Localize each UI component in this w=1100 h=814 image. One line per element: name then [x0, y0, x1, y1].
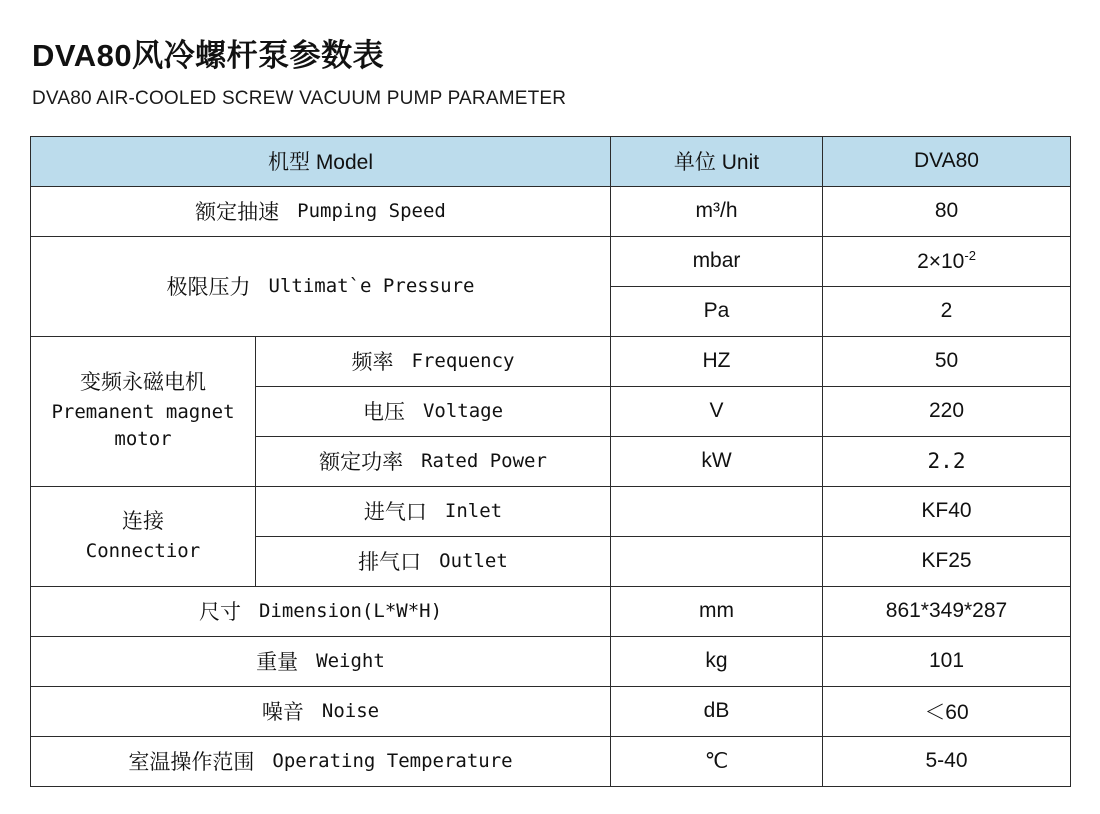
unit-operating-temperature: ℃: [611, 736, 823, 786]
row-label-inlet: [256, 486, 611, 536]
table-row: [31, 336, 1071, 386]
row-label-weight: [31, 636, 611, 686]
table-row: [31, 236, 1071, 286]
table-header-row: [31, 136, 1071, 186]
page-title-cn: DVA80风冷螺杆泵参数表: [32, 38, 385, 73]
header-unit: 单位 Unit: [611, 136, 823, 186]
value-rated-power: 2.2: [823, 436, 1071, 486]
row-label-cn: 噪音: [261, 701, 304, 725]
row-label-en: Pumping Speed: [297, 200, 446, 223]
unit-frequency: HZ: [611, 336, 823, 386]
table-row: [31, 686, 1071, 736]
unit-ultimate-pressure-mbar: mbar: [611, 236, 823, 286]
table-row: [31, 186, 1071, 236]
row-label-operating-temperature: [31, 736, 611, 786]
value-base: 2×10: [917, 250, 965, 274]
row-label-cn: 重量: [256, 651, 299, 675]
group-label-en-line1: Premanent magnet: [51, 400, 235, 423]
row-label-cn: 进气口: [363, 501, 427, 525]
value-pumping-speed: 80: [823, 186, 1071, 236]
row-label-cn: 频率: [351, 351, 394, 375]
group-label-cn: 连接: [122, 510, 164, 534]
table-row: [31, 736, 1071, 786]
unit-inlet: [611, 486, 823, 536]
group-label-en: Connectior: [85, 539, 201, 562]
unit-dimension: mm: [611, 586, 823, 636]
value-ultimate-pressure-pa: 2: [823, 286, 1071, 336]
row-label-cn: 电压: [362, 401, 405, 425]
value-noise: ＜60: [823, 686, 1071, 736]
group-label-cn: 变频永磁电机: [80, 371, 206, 395]
row-label-en: Weight: [316, 650, 385, 673]
unit-voltage: V: [611, 386, 823, 436]
row-label-pumping-speed: [31, 186, 611, 236]
header-value: DVA80: [823, 136, 1071, 186]
page-title-en: DVA80 AIR-COOLED SCREW VACUUM PUMP PARAMETER: [32, 87, 567, 109]
value-outlet: KF25: [823, 536, 1071, 586]
unit-ultimate-pressure-pa: Pa: [611, 286, 823, 336]
value-dimension: 861*349*287: [823, 586, 1071, 636]
value-weight: 101: [823, 636, 1071, 686]
row-label-cn: 额定功率: [319, 451, 404, 475]
group-label-connection: [31, 486, 256, 586]
row-label-en: Operating Temperature: [272, 750, 513, 773]
value-ultimate-pressure-mbar: [823, 236, 1071, 286]
unit-pumping-speed: m³/h: [611, 186, 823, 236]
table-row: [31, 486, 1071, 536]
row-label-outlet: [256, 536, 611, 586]
value-voltage: 220: [823, 386, 1071, 436]
row-label-en: Ultimat`e Pressure: [268, 275, 475, 298]
header-model: 机型 Model: [31, 136, 611, 186]
row-label-voltage: [256, 386, 611, 436]
row-label-en: Inlet: [444, 500, 503, 523]
row-label-en: Rated Power: [421, 450, 547, 473]
value-frequency: 50: [823, 336, 1071, 386]
row-label-cn: 额定抽速: [195, 201, 280, 225]
row-label-en: Dimension(L*W*H): [258, 600, 443, 623]
pump-parameter-table: [30, 136, 1071, 787]
table-row: [31, 586, 1071, 636]
row-label-cn: 室温操作范围: [128, 751, 255, 775]
row-label-en: Noise: [321, 700, 380, 723]
row-label-rated-power: [256, 436, 611, 486]
unit-outlet: [611, 536, 823, 586]
row-label-dimension: [31, 586, 611, 636]
row-label-frequency: [256, 336, 611, 386]
row-label-en: Frequency: [411, 350, 515, 373]
group-label-en-line2: motor: [114, 428, 172, 451]
value-inlet: KF40: [823, 486, 1071, 536]
row-label-noise: [31, 686, 611, 736]
table-row: [31, 636, 1071, 686]
row-label-en: Voltage: [422, 400, 504, 423]
group-label-motor: [31, 336, 256, 486]
row-label-cn: 排气口: [358, 551, 422, 575]
row-label-en: Outlet: [439, 550, 508, 573]
unit-weight: kg: [611, 636, 823, 686]
unit-noise: dB: [611, 686, 823, 736]
row-label-cn: 极限压力: [166, 276, 251, 300]
row-label-cn: 尺寸: [198, 601, 241, 625]
unit-rated-power: kW: [611, 436, 823, 486]
row-label-ultimate-pressure: [31, 236, 611, 336]
value-operating-temperature: 5-40: [823, 736, 1071, 786]
value-exponent: -2: [964, 248, 976, 264]
